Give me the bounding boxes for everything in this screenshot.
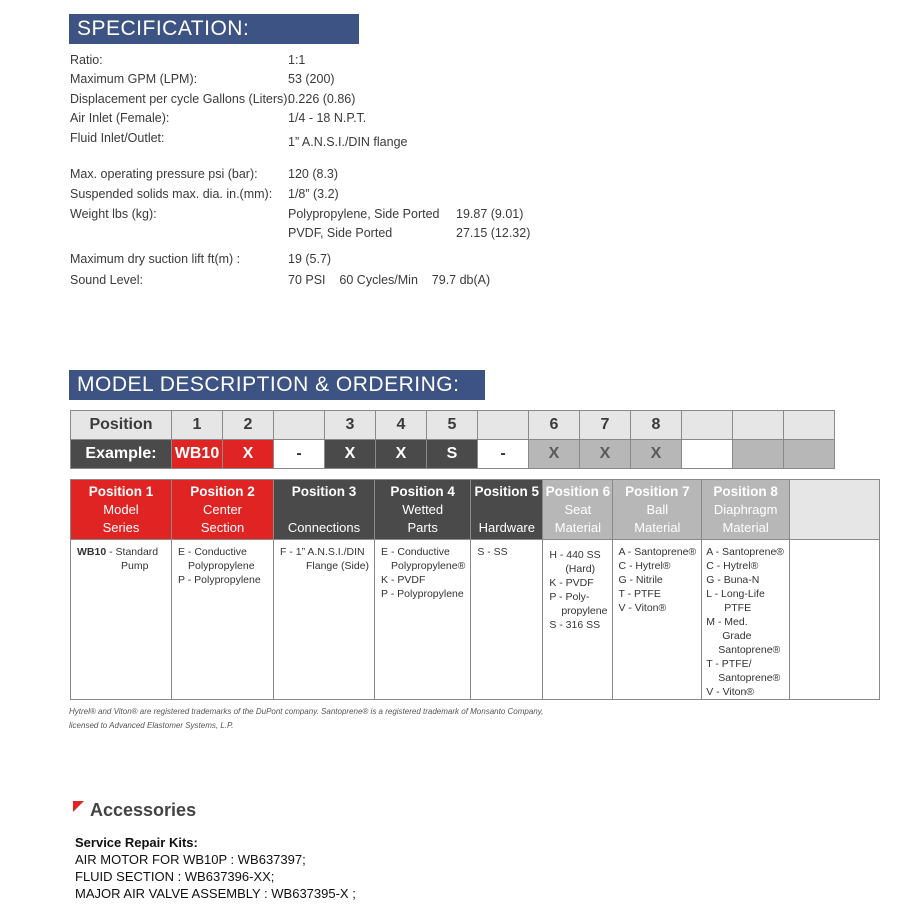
position-number: 8 bbox=[631, 411, 682, 440]
trademark-line: Hytrel® and Viton® are registered trademarks of the DuPont company. Santoprene® is a registered trademark of Monsanto Company, bbox=[69, 707, 544, 716]
example-value: - bbox=[274, 440, 325, 469]
spec-value: Polypropylene, Side Ported bbox=[288, 207, 440, 221]
option-line: P - Poly- bbox=[549, 591, 590, 603]
kits-label: Service Repair Kits: bbox=[75, 835, 198, 850]
spec-value: 120 (8.3) bbox=[288, 167, 339, 181]
option-line: A - Santoprene® bbox=[618, 546, 697, 558]
column-title: Position 6 bbox=[545, 484, 611, 499]
empty-options bbox=[790, 540, 880, 700]
kit-line: MAJOR AIR VALVE ASSEMBLY : WB637395-X ; bbox=[75, 886, 356, 901]
spec-label: Maximum dry suction lift ft(m) : bbox=[70, 252, 241, 266]
detail-header-row bbox=[71, 480, 880, 540]
spec-value: 53 (200) bbox=[288, 72, 335, 86]
option-line: E - Conductive bbox=[381, 546, 450, 558]
option-line: Grade bbox=[722, 630, 752, 642]
position-6-options bbox=[543, 540, 613, 700]
column-title: Position 4 bbox=[390, 484, 455, 499]
spec-label: Fluid Inlet/Outlet: bbox=[70, 131, 165, 145]
accessories-list bbox=[75, 834, 356, 902]
position-2-header bbox=[172, 480, 274, 540]
position-number: 4 bbox=[376, 411, 427, 440]
option-line: C - Hytrel® bbox=[706, 560, 759, 572]
example-value bbox=[784, 440, 835, 469]
column-title: Position 7 bbox=[625, 484, 690, 499]
spec-value: 1/8” (3.2) bbox=[288, 187, 339, 201]
option-line: Flange (Side) bbox=[306, 560, 370, 572]
option-line: PTFE bbox=[724, 602, 752, 614]
spec-value-secondary: 19.87 (9.01) bbox=[456, 207, 524, 221]
column-subtitle: Center bbox=[202, 502, 243, 517]
position-row bbox=[71, 411, 835, 440]
option-line: A - Santoprene® bbox=[706, 546, 785, 558]
column-title: Position 5 bbox=[474, 484, 540, 499]
column-subtitle: Connections bbox=[287, 520, 361, 535]
position-number bbox=[478, 411, 529, 440]
option-line: (Hard) bbox=[565, 563, 596, 575]
spec-label: Max. operating pressure psi (bar): bbox=[70, 167, 258, 181]
example-label: Example: bbox=[71, 440, 172, 469]
position-number bbox=[274, 411, 325, 440]
column-subtitle: Seat bbox=[564, 502, 592, 517]
example-value: X bbox=[376, 440, 427, 469]
option-line: T - PTFE bbox=[618, 588, 661, 600]
column-title: Position 8 bbox=[713, 484, 778, 499]
option-line: G - Nitrile bbox=[618, 574, 663, 586]
spec-value: 70 PSI 60 Cycles/Min 79.7 db(A) bbox=[288, 273, 491, 287]
spec-value: 19 (5.7) bbox=[288, 252, 332, 266]
model-description-heading: MODEL DESCRIPTION & ORDERING: bbox=[69, 370, 485, 400]
option-line: WB10 - Standard bbox=[77, 546, 159, 558]
option-line: L - Long-Life bbox=[706, 588, 765, 600]
column-subtitle: Parts bbox=[407, 520, 438, 535]
spec-label: Suspended solids max. dia. in.(mm): bbox=[70, 187, 273, 201]
column-title: Position 1 bbox=[88, 484, 154, 499]
option-line: F - 1” A.N.S.I./DIN bbox=[280, 546, 365, 558]
example-row bbox=[71, 440, 835, 469]
column-title: Position 2 bbox=[190, 484, 255, 499]
option-line: C - Hytrel® bbox=[618, 560, 671, 572]
position-4-options bbox=[375, 540, 471, 700]
spec-value: 1:1 bbox=[288, 53, 306, 67]
position-number: 2 bbox=[223, 411, 274, 440]
trademark-notice bbox=[69, 705, 589, 733]
option-line: K - PVDF bbox=[549, 577, 594, 589]
position-detail-table bbox=[70, 479, 880, 700]
position-1-options bbox=[71, 540, 172, 700]
specification-heading: SPECIFICATION: bbox=[69, 14, 359, 44]
position-number bbox=[733, 411, 784, 440]
option-line: M - Med. bbox=[706, 616, 748, 628]
example-value: X bbox=[631, 440, 682, 469]
spec-label: Displacement per cycle Gallons (Liters): bbox=[70, 92, 291, 106]
position-5-header bbox=[471, 480, 543, 540]
option-line: Santoprene® bbox=[718, 672, 781, 684]
example-value: X bbox=[580, 440, 631, 469]
option-line: S - 316 SS bbox=[549, 619, 601, 631]
spec-value: 1/4 - 18 N.P.T. bbox=[288, 111, 367, 125]
example-value: S bbox=[427, 440, 478, 469]
position-6-header bbox=[543, 480, 613, 540]
position-7-header bbox=[613, 480, 702, 540]
column-subtitle: Section bbox=[200, 520, 245, 535]
example-value: X bbox=[223, 440, 274, 469]
option-line: Polypropylene® bbox=[391, 560, 466, 572]
position-number: 6 bbox=[529, 411, 580, 440]
spec-label: Sound Level: bbox=[70, 273, 143, 287]
column-subtitle: Diaphragm bbox=[713, 502, 778, 517]
column-subtitle: Model bbox=[103, 502, 139, 517]
position-4-header bbox=[375, 480, 471, 540]
option-line: T - PTFE/ bbox=[706, 658, 752, 670]
accessories-title: Accessories bbox=[90, 800, 197, 820]
red-triangle-icon bbox=[73, 801, 84, 812]
spec-label: Maximum GPM (LPM): bbox=[70, 72, 198, 86]
position-7-options bbox=[613, 540, 702, 700]
example-value: - bbox=[478, 440, 529, 469]
trademark-line: licensed to Advanced Elastomer Systems, L.P. bbox=[69, 721, 234, 730]
column-subtitle: Hardware bbox=[478, 520, 535, 535]
spec-value: 1” A.N.S.I./DIN flange bbox=[288, 135, 408, 149]
position-number: 1 bbox=[172, 411, 223, 440]
position-number: 7 bbox=[580, 411, 631, 440]
kit-line: AIR MOTOR FOR WB10P : WB637397; bbox=[75, 852, 306, 867]
spec-value: PVDF, Side Ported bbox=[288, 226, 393, 240]
example-value bbox=[682, 440, 733, 469]
empty-header bbox=[790, 480, 880, 540]
position-label: Position bbox=[71, 411, 172, 440]
spec-value-secondary: 27.15 (12.32) bbox=[456, 226, 531, 240]
column-subtitle: Series bbox=[102, 520, 140, 535]
position-number: 5 bbox=[427, 411, 478, 440]
position-number bbox=[784, 411, 835, 440]
column-subtitle: Material bbox=[554, 520, 601, 535]
option-line: K - PVDF bbox=[381, 574, 426, 586]
position-2-options bbox=[172, 540, 274, 700]
option-line: G - Buna-N bbox=[706, 574, 760, 586]
column-subtitle: Ball bbox=[646, 502, 669, 517]
option-line: V - Viton® bbox=[618, 602, 667, 614]
example-value: X bbox=[325, 440, 376, 469]
option-line: Pump bbox=[121, 560, 149, 572]
spec-value: 0.226 (0.86) bbox=[288, 92, 356, 106]
spec-label: Air Inlet (Female): bbox=[70, 111, 170, 125]
position-1-header bbox=[71, 480, 172, 540]
option-line: P - Polypropylene bbox=[381, 588, 464, 600]
kit-line: FLUID SECTION : WB637396-XX; bbox=[75, 869, 275, 884]
position-3-options bbox=[274, 540, 375, 700]
example-value: X bbox=[529, 440, 580, 469]
position-number: 3 bbox=[325, 411, 376, 440]
option-line: S - SS bbox=[477, 546, 508, 558]
spec-label: Weight lbs (kg): bbox=[70, 207, 157, 221]
example-value bbox=[733, 440, 784, 469]
option-line: P - Polypropylene bbox=[178, 574, 261, 586]
position-8-options bbox=[702, 540, 790, 700]
column-subtitle: Wetted bbox=[402, 502, 444, 517]
position-8-header bbox=[702, 480, 790, 540]
option-line: Santoprene® bbox=[718, 644, 781, 656]
spec-label: Ratio: bbox=[70, 53, 103, 67]
option-line: Polypropylene bbox=[188, 560, 255, 572]
column-subtitle: Material bbox=[722, 520, 769, 535]
example-value: WB10 bbox=[172, 440, 223, 469]
column-title: Position 3 bbox=[291, 484, 357, 499]
option-line: E - Conductive bbox=[178, 546, 247, 558]
accessories-heading bbox=[73, 800, 196, 821]
detail-options-row bbox=[71, 540, 880, 700]
position-5-options bbox=[471, 540, 543, 700]
column-subtitle: Material bbox=[634, 520, 681, 535]
option-line: V - Viton® bbox=[706, 686, 755, 698]
position-example-grid bbox=[70, 410, 835, 469]
option-line: propylene bbox=[561, 605, 608, 617]
position-3-header bbox=[274, 480, 375, 540]
position-number bbox=[682, 411, 733, 440]
option-line: H - 440 SS bbox=[549, 549, 601, 561]
